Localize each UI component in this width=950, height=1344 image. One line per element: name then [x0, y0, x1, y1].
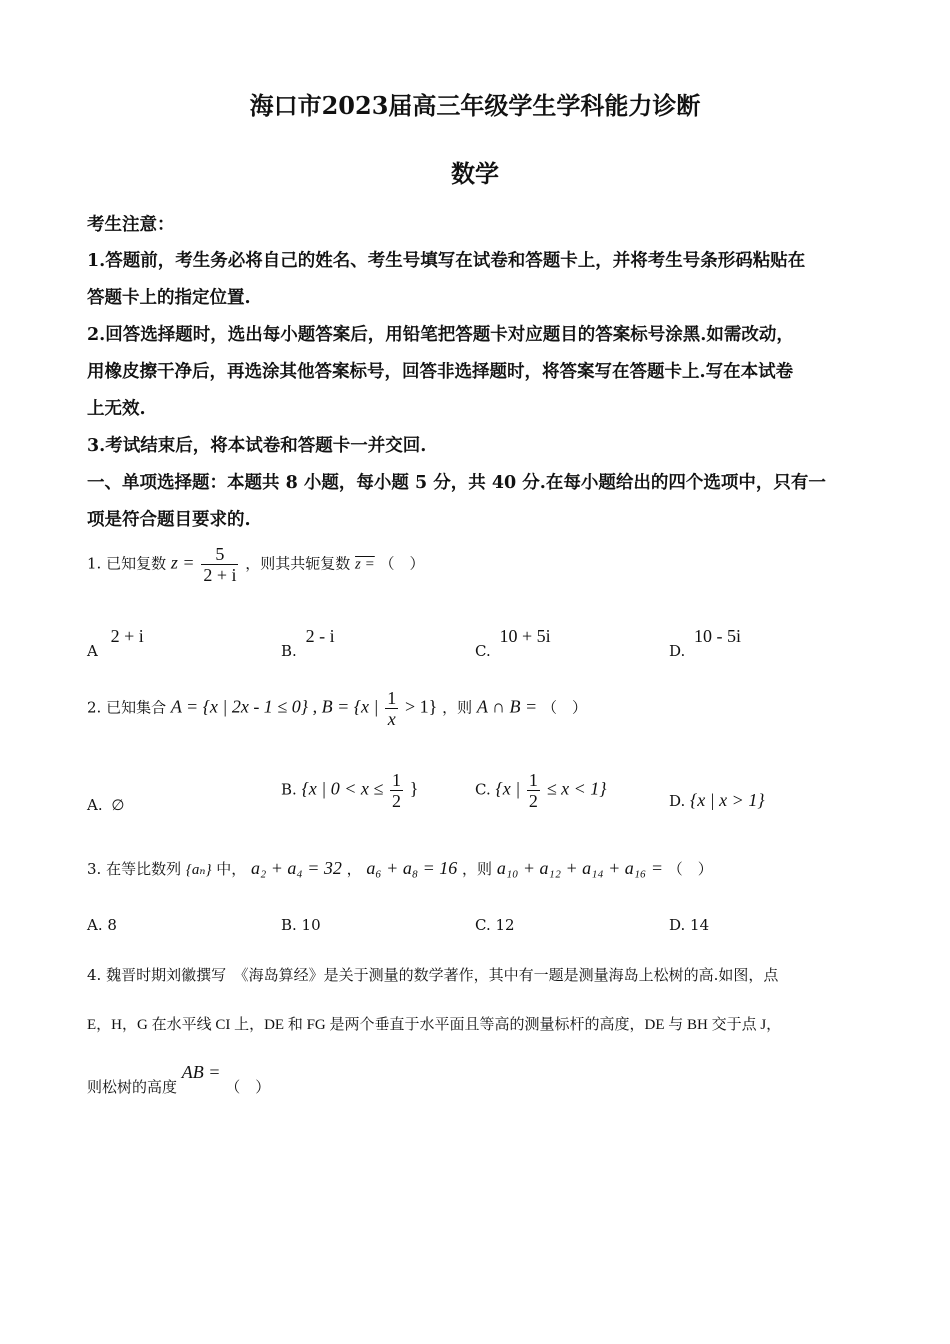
q1-numerator: 5	[201, 544, 238, 565]
notice-item3: 3.考试结束后，将本试卷和答题卡一并交回.	[87, 436, 427, 456]
q1-option-c: C. 10 + 5i	[475, 626, 551, 660]
q2-prefix: 2. 已知集合	[87, 698, 167, 717]
question-3: 3. 在等比数列 {aₙ} 中， a₂ + a₄ = 32 ， a₆ + a₈ = 16 ，则 a₁₀ + a₁₂ + a₁₄ + a₁₆ = （ ）	[87, 858, 713, 878]
notice-item1-line2: 答题卡上的指定位置.	[87, 288, 251, 308]
q2-option-d: D. {x | x > 1}	[669, 790, 765, 810]
q1-zbar: z =	[355, 556, 375, 573]
q1-option-d: D. 10 - 5i	[669, 626, 742, 660]
q4-expr: AB =	[181, 1062, 221, 1082]
q4-line3: 则松树的高度 AB = （ ）	[87, 1062, 271, 1096]
q2-mid: ，则	[442, 698, 473, 717]
q2-expr: A ∩ B =	[476, 696, 538, 717]
q2-option-a: A. ∅	[87, 796, 125, 814]
q3-option-c: C. 12	[475, 916, 515, 934]
q4-line2: E，H，G 在水平线 CI 上，DE 和 FG 是两个垂直于水平面且等高的测量标杆的高度，DE 与 BH 交于点 J，	[87, 1017, 782, 1033]
q3-sequence: {aₙ}	[185, 862, 212, 878]
q2-set-b-post: > 1}	[405, 696, 438, 717]
q3-option-d: D. 14	[669, 916, 710, 934]
q1-option-a: A 2 + i	[87, 626, 144, 660]
question-2	[87, 688, 587, 729]
q2-set-b-fraction: $\frac{1}{x}$	[387, 688, 397, 729]
notice-heading: 考生注意：	[87, 215, 175, 235]
q3-condition-1: a₂ + a₄ = 32	[251, 858, 342, 878]
q2-option-c: C. {x | $\frac{1}{2}$ ≤ x < 1}	[475, 770, 607, 811]
q3-condition-2: a₆ + a₈ = 16	[366, 858, 458, 878]
q3-option-b: B. 10	[281, 916, 321, 934]
q1-option-b: B. 2 - i	[281, 626, 335, 660]
notice-item2-line3: 上无效.	[87, 399, 146, 419]
notice-item1-line1: 1.答题前，考生务必将自己的姓名、考生号填写在试卷和答题卡上，并将考生号条形码粘贴在	[87, 251, 806, 271]
subject-title: 数学	[451, 159, 499, 188]
q1-z: z =	[170, 552, 195, 573]
q1-mid: ，则其共轭复数	[245, 554, 351, 573]
section1-line2: 项是符合题目要求的.	[87, 510, 251, 530]
exam-title: 海口市2023届高三年级学生学科能力诊断	[249, 91, 701, 120]
q1-paren: （ ）	[379, 554, 425, 573]
q1-fraction	[201, 544, 238, 585]
q3-option-a: A. 8	[87, 916, 117, 934]
section1-line1: 一、单项选择题：本题共 8 小题，每小题 5 分，共 40 分.在每小题给出的四个选项中，只有一	[87, 473, 826, 493]
q1-denominator: 2 + i	[203, 565, 237, 585]
q3-expr: a₁₀ + a₁₂ + a₁₄ + a₁₆ =	[496, 858, 663, 878]
question-1	[87, 544, 425, 585]
notice-item2-line1: 2.回答选择题时，选出每小题答案后，用铅笔把答题卡对应题目的答案标号涂黑.如需改动，	[87, 325, 794, 345]
notice-item2-line2: 用橡皮擦干净后，再选涂其他答案标号，回答非选择题时，将答案写在答题卡上.写在本试卷	[87, 362, 794, 382]
q2-option-b: B. {x | 0 < x ≤ $\frac{1}{2}$ }	[281, 770, 419, 811]
q4-line1: 4. 魏晋时期刘徽撰写 《海岛算经》是关于测量的数学著作，其中有一题是测量海岛上松树的高.如图，点	[87, 966, 779, 984]
q1-prefix: 1. 已知复数	[87, 554, 167, 573]
q3-prefix: 3. 在等比数列	[87, 860, 182, 878]
q2-paren: （ ）	[541, 698, 587, 717]
q2-set-b-pre: , B = {x |	[312, 696, 379, 717]
q2-set-a: A = {x | 2x - 1 ≤ 0}	[170, 696, 308, 717]
